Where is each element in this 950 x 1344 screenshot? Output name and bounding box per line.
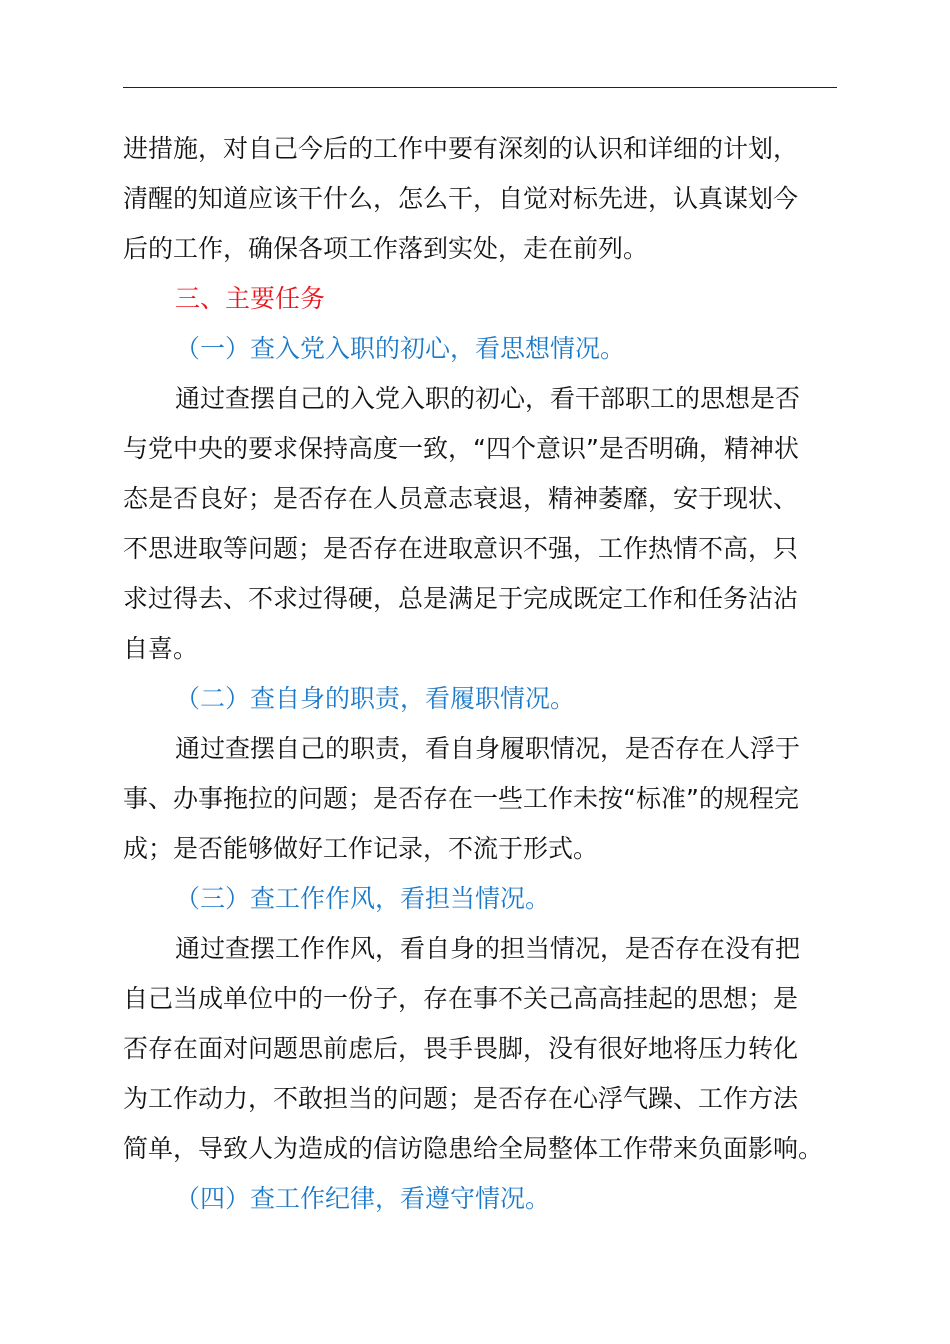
paragraph-line: 态是否良好；是否存在人员意志衰退，精神萎靡，安于现状、: [123, 484, 799, 513]
paragraph-line: 成；是否能够做好工作记录，不流于形式。: [123, 834, 599, 863]
paragraph-line: 通过查摆自己的入党入职的初心，看干部职工的思想是否: [175, 384, 801, 413]
paragraph-line: 进措施，对自己今后的工作中要有深刻的认识和详细的计划，: [123, 134, 799, 163]
section-heading: 三、主要任务: [175, 284, 326, 313]
paragraph-line: 通过查摆自己的职责，看自身履职情况，是否存在人浮于: [175, 734, 801, 763]
subsection-heading-1: （一）查入党入职的初心，看思想情况。: [175, 334, 626, 363]
paragraph-line: 后的工作，确保各项工作落到实处，走在前列。: [123, 234, 649, 263]
paragraph-line: 自喜。: [123, 634, 199, 663]
subsection-heading-2: （二）查自身的职责，看履职情况。: [175, 684, 576, 713]
subsection-heading-4: （四）查工作纪律，看遵守情况。: [175, 1184, 551, 1213]
paragraph-line: 清醒的知道应该干什么，怎么干，自觉对标先进，认真谋划今: [123, 184, 799, 213]
subsection-heading-3: （三）查工作作风，看担当情况。: [175, 884, 551, 913]
paragraph-line: 自己当成单位中的一份子，存在事不关己高高挂起的思想；是: [123, 984, 799, 1013]
paragraph-line: 简单，导致人为造成的信访隐患给全局整体工作带来负面影响。: [123, 1134, 824, 1163]
document-body: [123, 124, 839, 1224]
paragraph-line: 事、办事拖拉的问题；是否存在一些工作未按“标准”的规程完: [123, 784, 799, 813]
paragraph-line: 与党中央的要求保持高度一致，“四个意识”是否明确，精神状: [123, 434, 799, 463]
paragraph-line: 不思进取等问题；是否存在进取意识不强，工作热情不高，只: [123, 534, 799, 563]
paragraph-line: 否存在面对问题思前虑后，畏手畏脚，没有很好地将压力转化: [123, 1034, 799, 1063]
paragraph-line: 通过查摆工作作风，看自身的担当情况，是否存在没有把: [175, 934, 801, 963]
paragraph-line: 为工作动力，不敢担当的问题；是否存在心浮气躁、工作方法: [123, 1084, 799, 1113]
header-rule: [123, 87, 837, 88]
paragraph-line: 求过得去、不求过得硬，总是满足于完成既定工作和任务沾沾: [123, 584, 799, 613]
